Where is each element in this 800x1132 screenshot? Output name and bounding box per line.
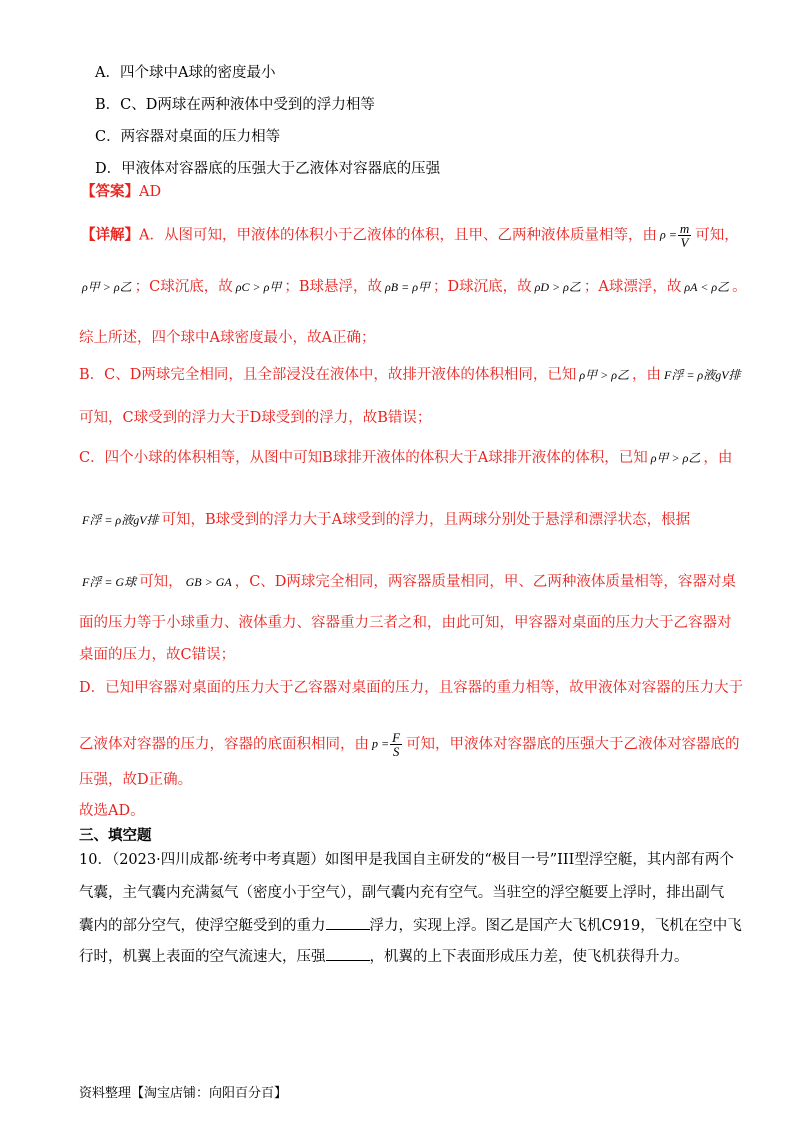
q10-line-3: 囊内的部分空气，使浮空艇受到的重力 浮力，实现上浮。图乙是国产大飞机C919，飞机在空中飞: [79, 915, 742, 936]
analysis-line-a3: 综上所述，四个球中A球密度最小，故A正确；: [79, 330, 376, 346]
option-b: B．C、D两球在两种液体中受到的浮力相等: [95, 97, 375, 113]
option-d: D．甲液体对容器底的压强大于乙液体对容器底的压强: [95, 161, 441, 177]
force-over-area-fraction: $\frac{F}{S}$: [392, 730, 401, 759]
analysis-line-c5: 桌面的压力，故C错误；: [79, 647, 236, 663]
q10-line-2: 气囊，主气囊内充满氦气（密度小于空气），副气囊内充有空气。当驻空的浮空艇要上浮时，排出副气: [79, 885, 725, 901]
formula-rho-a-lt-yi: ρA < ρ乙: [684, 280, 730, 294]
q10-line-1: 10．（2023·四川成都·统考中考真题）如图甲是我国自主研发的“极目一号”III型浮空艇，其内部有两个: [79, 852, 734, 868]
formula-buoyancy-eq-weight: F浮 = G球: [82, 575, 137, 589]
analysis-line-a1: [81, 222, 739, 249]
answer-blank-2[interactable]: [326, 946, 370, 961]
analysis-line-c4: 面的压力等于小球重力、液体重力、容器重力三者之和，由此可知，甲容器对桌面的压力大于乙容器对: [79, 615, 732, 631]
formula-rho-b-eq-jia: ρB = ρ甲: [385, 280, 430, 294]
analysis-line-d3: 压强，故D正确。: [79, 772, 193, 788]
answer-blank-1[interactable]: [326, 915, 370, 930]
analysis-final: 故选AD。: [79, 803, 145, 819]
analysis-line-c1: C．四个小球的体积相等，从图中可知B球排开液体的体积大于A球排开液体的体积，已知 ρ甲 > ρ乙 ，由: [79, 450, 733, 466]
analysis-line-d1: D．已知甲容器对桌面的压力大于乙容器对桌面的压力，且容器的重力相等，故甲液体对容器的压力大于: [79, 680, 744, 696]
formula-rho-jia-gt-yi-c: ρ甲 > ρ乙: [650, 451, 701, 465]
analysis-a1-pre: A．从图可知，甲液体的体积小于乙液体的体积，且甲、乙两种液体质量相等，由: [139, 227, 657, 244]
formula-rho-jia-gt-yi-b: ρ甲 > ρ乙: [579, 368, 629, 382]
option-c: C．两容器对桌面的压力相等: [95, 129, 281, 145]
formula-buoyancy-b: F浮 = ρ液gV排: [664, 368, 741, 382]
answer-label: 【答案】: [81, 183, 139, 200]
option-a: A．四个球中A球的密度最小: [95, 65, 276, 81]
analysis-line-a2: ρ甲 > ρ乙 ；C球沉底，故 ρC > ρ甲 ；B球悬浮，故 ρB = ρ甲 ；D球沉底，故 ρD > ρ乙 ；A球漂浮，故 ρA < ρ乙 。: [82, 279, 747, 295]
analysis-line-b2: 可知，C球受到的浮力大于D球受到的浮力，故B错误；: [79, 410, 432, 426]
formula-rho-jia-gt-yi: ρ甲 > ρ乙: [82, 280, 132, 294]
answer-line: [81, 182, 161, 202]
answer-value: AD: [139, 184, 162, 200]
formula-rho-d-gt-yi: ρD > ρ乙: [534, 280, 581, 294]
analysis-line-c2: F浮 = ρ液gV排 可知，B球受到的浮力大于A球受到的浮力，且两球分别处于悬浮和漂浮状态，根据: [82, 512, 691, 528]
section-title: 三、填空题: [79, 827, 152, 844]
analysis-label: 【详解】: [81, 226, 139, 244]
formula-rho-c-gt-jia: ρC > ρ甲: [235, 280, 282, 294]
analysis-line-c3: F浮 = G球 可知， GB > GA ，C、D两球完全相同，两容器质量相同，甲、乙两种液体质量相等，容器对桌: [82, 574, 736, 590]
analysis-a1-post: 可知，: [695, 227, 739, 244]
q10-line-4: 行时，机翼上表面的空气流速大，压强 ，机翼的上下表面形成压力差，使飞机获得升力。: [79, 946, 689, 967]
rho-formula: ρ = $\frac{m}{V}$: [659, 221, 690, 250]
formula-buoyancy-c: F浮 = ρ液gV排: [82, 513, 159, 527]
formula-gb-gt-ga: GB > GA: [185, 575, 232, 589]
mass-over-volume-fraction: $\frac{m}{V}$: [679, 221, 690, 250]
footer-text: 资料整理【淘宝店铺：向阳百分百】: [79, 1086, 288, 1101]
analysis-line-d2: 乙液体对容器的压力，容器的底面积相同，由 p = $\frac{F}{S}$ 可知，甲液体对容器底的压强大于乙液体对容器底的: [79, 730, 740, 759]
pressure-formula: p = $\frac{F}{S}$: [372, 730, 401, 759]
analysis-line-b1: B．C、D两球完全相同，且全部浸没在液体中，故排开液体的体积相同，已知 ρ甲 > ρ乙 ，由 F浮 = ρ液gV排: [79, 367, 741, 383]
